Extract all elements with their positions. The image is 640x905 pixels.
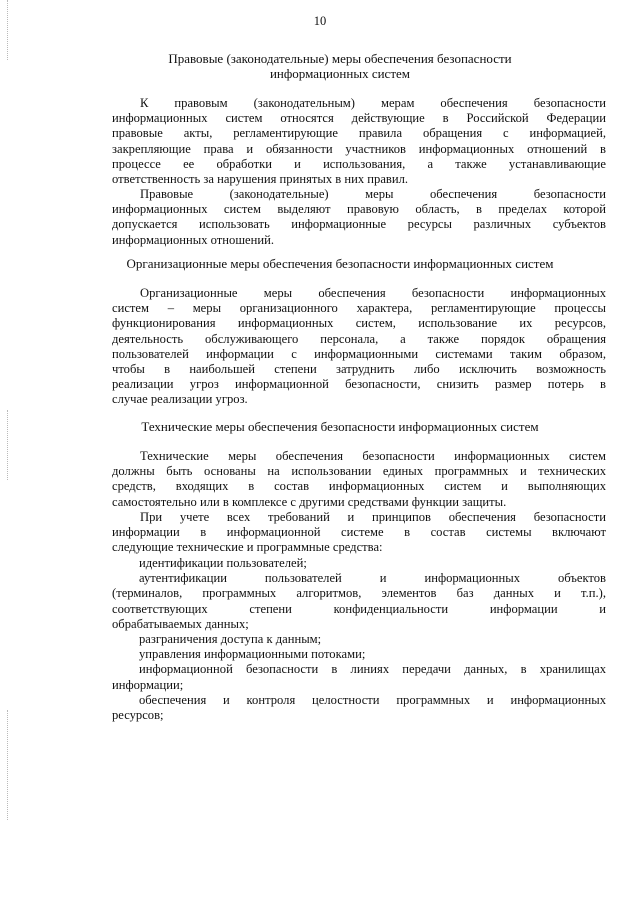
paragraph-technical-1	[112, 449, 606, 510]
text-line: ресурсов;	[112, 707, 164, 722]
heading-line: Правовые (законодательные) меры обеспечения безопасности	[168, 51, 512, 66]
text-line: допускается использовать информационные ресурсы различных субъектов	[112, 217, 606, 232]
heading-line: информационных систем	[269, 66, 411, 82]
text-line: разграничения доступа к данным;	[139, 631, 322, 646]
list-item	[112, 571, 606, 632]
text-line: закрепляющие права и обязанности участников информационных отношений в	[112, 141, 606, 156]
text-line: должны быть основаны на использовании единых программных и технических	[112, 464, 606, 479]
text-line: самостоятельно или в комплексе с другими средствами функции защиты.	[112, 494, 507, 509]
text-line: информационных систем относятся действующие в Российской Федерации	[112, 111, 606, 126]
text-line: реализации угроз информационной безопасности, снизить размер потерь в	[112, 377, 606, 392]
scan-edge-middle	[7, 410, 8, 480]
heading-organizational-measures: Организационные меры обеспечения безопасности информационных систем	[126, 256, 554, 271]
text-line: процессе ее обработки и использования, а также устанавливающие	[112, 156, 606, 171]
text-line: управления информационными потоками;	[139, 647, 366, 662]
paragraph-legal-2	[112, 187, 606, 248]
text-line: информации в информационной системе в состав системы включают	[112, 525, 606, 540]
text-line: следующие технические и программные средства:	[112, 540, 383, 555]
text-line: Организационные меры обеспечения безопасности информационных	[140, 286, 606, 300]
text-line: идентификации пользователей;	[139, 556, 307, 570]
text-line: информационных отношений.	[112, 232, 275, 247]
text-line: информационной безопасности в линиях передачи данных, в хранилищах	[139, 662, 606, 677]
text-line: пользователей информации с информационными системами таким образом,	[112, 346, 606, 361]
text-line: соответствующих степени конфиденциальности информации и	[112, 601, 606, 616]
scan-edge-top	[7, 0, 8, 60]
technical-means-list	[112, 556, 606, 723]
list-item	[112, 647, 606, 662]
scan-edge-bottom	[7, 710, 8, 820]
list-item	[112, 693, 606, 723]
text-line: ответственность за нарушения принятых в них правил.	[112, 171, 409, 186]
text-line: информационных систем выделяют правовую область, в пределах которой	[112, 202, 606, 217]
text-line: обеспечения и контроля целостности программных и информационных	[139, 692, 606, 707]
text-line: аутентификации пользователей и информационных объектов	[139, 571, 606, 586]
list-item	[112, 556, 606, 571]
text-line: Технические меры обеспечения безопасности информационных систем	[140, 449, 606, 463]
text-line: При учете всех требований и принципов обеспечения безопасности	[140, 510, 606, 524]
text-line: деятельность обслуживающего персонала, а также порядок обращения	[112, 331, 606, 346]
paragraph-technical-2	[112, 510, 606, 556]
text-line: систем – меры организационного характера, регламентирующие процессы	[112, 301, 606, 316]
heading-legal-measures	[70, 51, 610, 81]
heading-technical-measures: Технические меры обеспечения безопасности информационных систем	[141, 419, 539, 434]
text-line: чтобы в наибольшей степени затруднить либо исключить возможность	[112, 361, 606, 376]
text-line: (терминалов, программных алгоритмов, элементов баз данных и т.п.),	[112, 586, 606, 601]
text-line: случае реализации угроз.	[112, 392, 248, 407]
text-line: средств, входящих в состав информационных систем и выполняющих	[112, 479, 606, 494]
paragraph-organizational	[112, 286, 606, 408]
text-line: обрабатываемых данных;	[112, 616, 249, 631]
paragraph-legal-1	[112, 96, 606, 187]
text-line: информации;	[112, 677, 184, 692]
list-item	[112, 662, 606, 692]
text-line: функционирования информационных систем, использование их ресурсов,	[112, 316, 606, 331]
list-item	[112, 632, 606, 647]
page-number: 10	[313, 14, 327, 28]
text-line: К правовым (законодательным) мерам обеспечения безопасности	[140, 96, 606, 110]
text-line: Правовые (законодательные) меры обеспечения безопасности	[140, 187, 606, 201]
text-line: правовые акты, регламентирующие правила обращения с информацией,	[112, 126, 606, 141]
